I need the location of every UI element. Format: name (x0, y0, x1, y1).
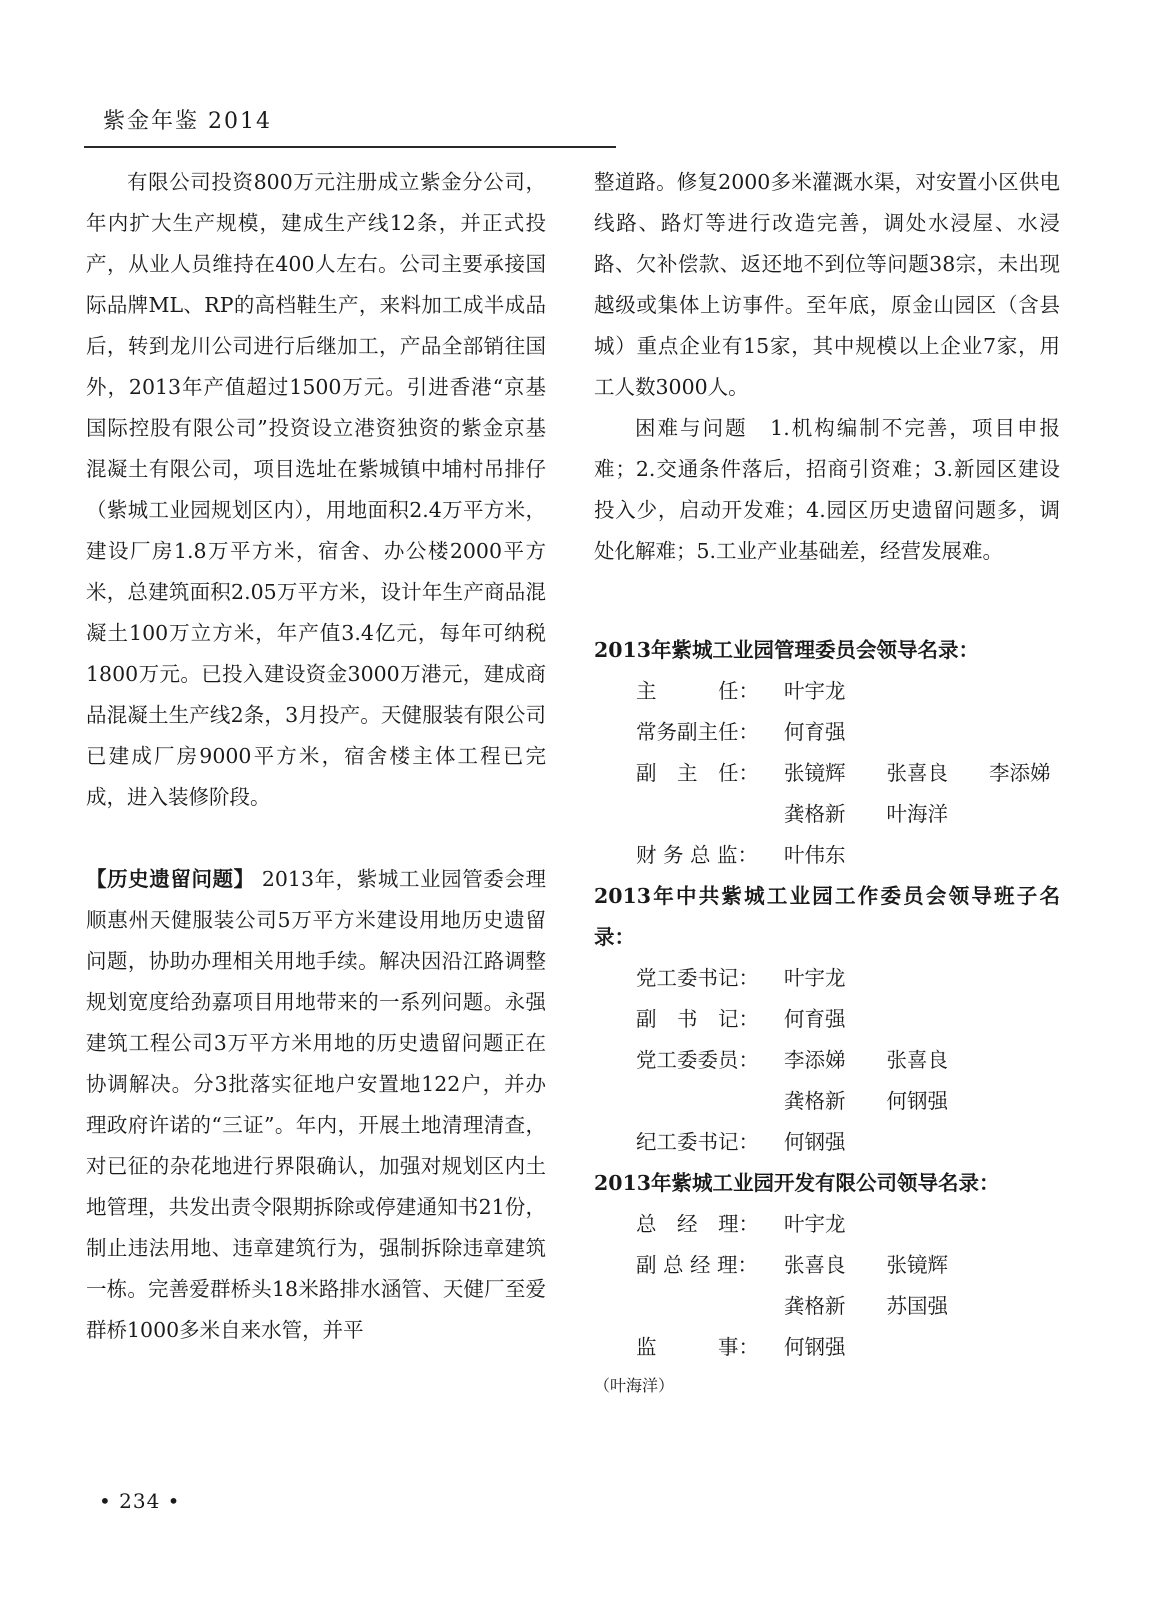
leader-row (594, 1204, 1060, 1245)
leader-row (594, 999, 1060, 1040)
leader-names: 何钢强 (784, 1130, 846, 1154)
leader-row (594, 671, 1060, 712)
list-title-committee: 2013年紫城工业园管理委员会领导名录： (594, 638, 980, 662)
leader-row (594, 1327, 1060, 1368)
role-label: 副 主 任： (636, 761, 759, 785)
role-label: 监 事： (636, 1335, 759, 1359)
right-column (594, 162, 1060, 1404)
section-text: 2013年，紫城工业园管委会理顺惠州天健服装公司5万平方米建设用地历史遗留问题，协助办理相关用地手续。解决因沿江路调整规划宽度给劲嘉项目用地带来的一系列问题。永强建筑工程公司3万平方米用地的历史遗留问题正在协调解决。分3批落实征地户安置地122户，并办理政府许诺的“三证”。年内，开展土地清理清查，对已征的杂花地进行界限确认，加强对规划区内土地管理，共发出责令限期拆除或停建通知书21份，制止违法用地、违章建筑行为，强制拆除违章建筑一栋。完善爱群桥头18米路排水涵管、天健厂至爱群桥1000多米自来水管，并平 (86, 867, 546, 1342)
list-title-company: 2013年紫城工业园开发有限公司领导名录： (594, 1171, 1000, 1195)
leader-row (594, 712, 1060, 753)
section-paragraph (86, 859, 546, 1351)
leader-names-continued: 龚格新 叶海洋 (784, 802, 948, 826)
leader-names: 叶宇龙 (784, 679, 846, 703)
section-heading: 【历史遗留问题】 (86, 867, 255, 891)
leader-names-continued: 龚格新 苏国强 (784, 1294, 948, 1318)
leader-names: 何钢强 (784, 1335, 846, 1359)
leader-names: 叶伟东 (784, 843, 846, 867)
leader-row (594, 958, 1060, 999)
body-paragraph: 整道路。修复2000多米灌溉水渠，对安置小区供电线路、路灯等进行改造完善，调处水浸屋、水浸路、欠补偿款、返还地不到位等问题38宗，未出现越级或集体上访事件。至年底，原金山园区（含县城）重点企业有15家，其中规模以上企业7家，用工人数3000人。 (594, 170, 1060, 399)
role-label: 副 书 记： (636, 1007, 759, 1031)
leader-names-continued: 龚格新 何钢强 (784, 1089, 948, 1113)
role-label: 纪工委书记： (636, 1130, 759, 1154)
role-label: 主 任： (636, 679, 759, 703)
page-number: • 234 • (99, 1489, 181, 1513)
leader-names: 叶宇龙 (784, 1212, 846, 1236)
leader-names: 叶宇龙 (784, 966, 846, 990)
list-title-party-committee: 2013年中共紫城工业园工作委员会领导班子名录： (594, 884, 1060, 949)
role-label: 副 总 经 理： (636, 1253, 759, 1277)
role-label: 党工委委员： (636, 1048, 759, 1072)
author-signature: （叶海洋） (594, 1376, 675, 1395)
role-label: 常务副主任： (636, 720, 759, 744)
leader-names: 何育强 (784, 720, 846, 744)
leader-row (594, 753, 1060, 794)
leader-row (594, 1245, 1060, 1286)
leader-names: 张喜良 张镜辉 (784, 1253, 948, 1277)
role-label: 总 经 理： (636, 1212, 759, 1236)
role-label: 党工委书记： (636, 966, 759, 990)
leader-row (594, 1122, 1060, 1163)
leader-row (594, 1040, 1060, 1081)
leader-names: 李添娣 张喜良 (784, 1048, 948, 1072)
leader-names: 张镜辉 张喜良 李添娣 (784, 761, 1051, 785)
left-column (86, 162, 546, 1351)
role-label: 财 务 总 监： (636, 843, 759, 867)
body-paragraph: 有限公司投资800万元注册成立紫金分公司，年内扩大生产规模，建成生产线12条，并正式投产，从业人员维持在400人左右。公司主要承接国际品牌ML、RP的高档鞋生产，来料加工成半成品后，转到龙川公司进行后继加工，产品全部销往国外，2013年产值超过1500万元。引进香港“京基国际控股有限公司”投资设立港资独资的紫金京基混凝土有限公司，项目选址在紫城镇中埔村吊排仔（紫城工业园规划区内），用地面积2.4万平方米，建设厂房1.8万平方米，宿舍、办公楼2000平方米，总建筑面积2.05万平方米，设计年生产商品混凝土100万立方米，年产值3.4亿元，每年可纳税1800万元。已投入建设资金3000万港元，建成商品混凝土生产线2条，3月投产。天健服装有限公司已建成厂房9000平方米，宿舍楼主体工程已完成，进入装修阶段。 (86, 170, 546, 809)
problems-text: 1.机构编制不完善，项目申报难；2.交通条件落后，招商引资难；3.新园区建设投入少，启动开发难；4.园区历史遗留问题多，调处化解难；5.工业产业基础差，经营发展难。 (594, 416, 1061, 563)
problems-paragraph (594, 408, 1060, 572)
running-header: 紫金年鉴 2014 (103, 109, 272, 134)
problems-lead: 困难与问题 (635, 416, 748, 440)
leader-names: 何育强 (784, 1007, 846, 1031)
leader-row (594, 835, 1060, 876)
header-rule (84, 146, 616, 148)
